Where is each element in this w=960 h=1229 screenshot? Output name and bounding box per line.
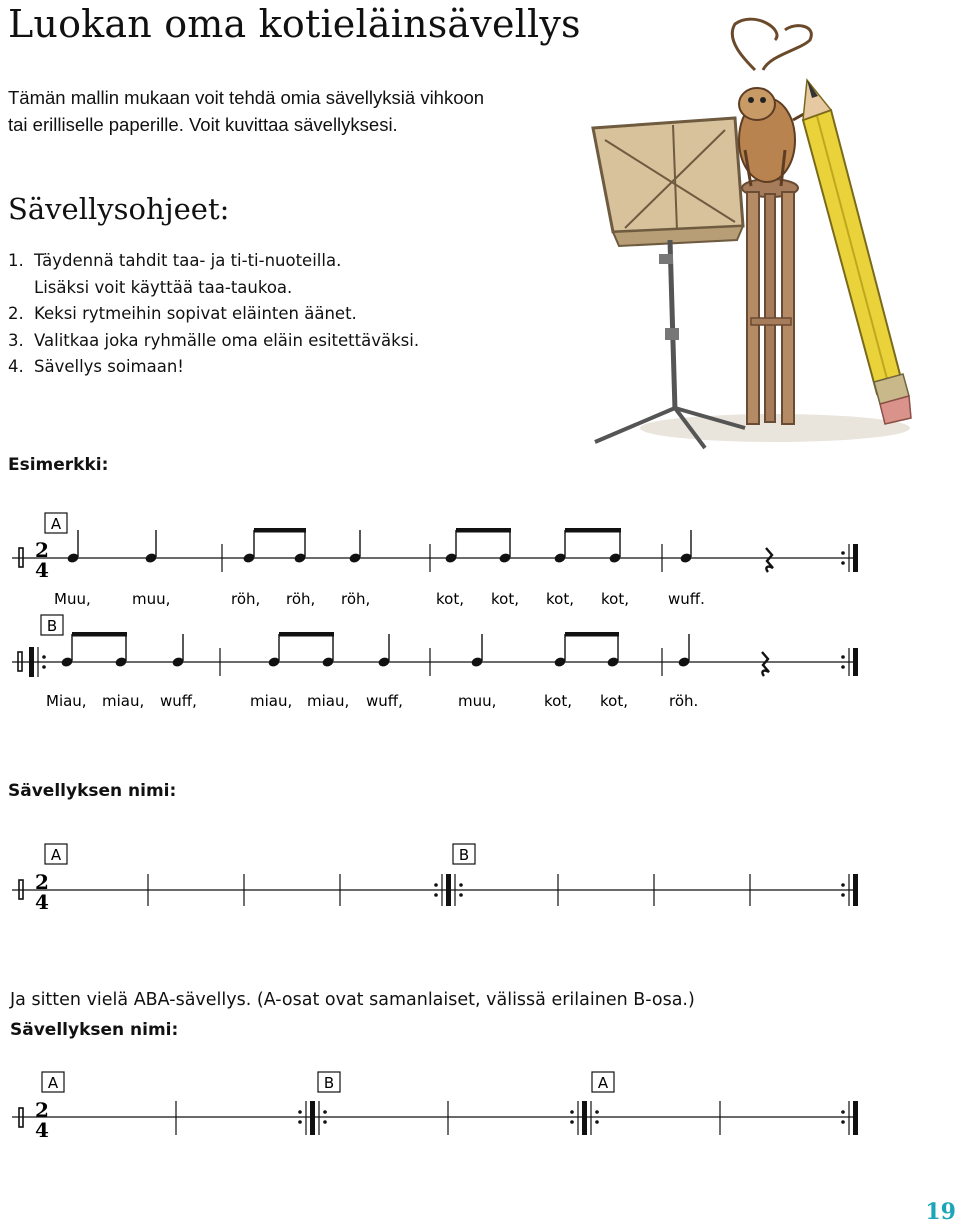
svg-text:A: A bbox=[50, 846, 62, 864]
svg-text:4: 4 bbox=[35, 890, 49, 914]
quarter-note bbox=[679, 530, 692, 564]
step-number: 4. bbox=[8, 357, 24, 377]
time-signature bbox=[35, 538, 49, 582]
time-signature bbox=[35, 1098, 49, 1142]
lyric: kot, bbox=[600, 692, 628, 710]
step-number: 2. bbox=[8, 304, 24, 324]
step-number: 1. bbox=[8, 251, 24, 270]
lyric: röh, bbox=[231, 590, 261, 608]
example-label: Esimerkki: bbox=[8, 455, 109, 475]
aba-instruction: Ja sitten vielä ABA-sävellys. (A-osat ovat samanlaiset, välissä erilainen B-osa.) bbox=[10, 990, 695, 1010]
section-label-a bbox=[592, 1072, 614, 1092]
lyric: miau, bbox=[102, 692, 145, 710]
section-label-b bbox=[318, 1072, 340, 1092]
section-label-b bbox=[453, 844, 475, 864]
step-text: Keksi rytmeihin sopivat eläinten äänet. bbox=[34, 304, 357, 324]
composition-name-label: Sävellyksen nimi: bbox=[8, 781, 177, 801]
quarter-note bbox=[144, 530, 157, 564]
lyric: muu, bbox=[132, 590, 171, 608]
svg-text:A: A bbox=[597, 1074, 609, 1092]
lyric: wuff, bbox=[366, 692, 403, 710]
lyric: wuff. bbox=[668, 590, 705, 608]
quarter-rest bbox=[766, 548, 773, 572]
svg-text:4: 4 bbox=[35, 558, 49, 582]
lyric: kot, bbox=[601, 590, 629, 608]
start-repeat-barline bbox=[29, 647, 46, 677]
section-label-a bbox=[45, 844, 67, 864]
lyric: miau, bbox=[307, 692, 350, 710]
eighth-note-pair bbox=[444, 528, 511, 564]
svg-text:B: B bbox=[458, 846, 470, 864]
step-item bbox=[8, 328, 568, 355]
eighth-note-pair bbox=[242, 528, 306, 564]
step-text-continued: Lisäksi voit käyttää taa-taukoa. bbox=[34, 277, 293, 297]
percussion-clef bbox=[19, 1108, 23, 1127]
section-label-a bbox=[42, 1072, 64, 1092]
double-repeat-barline bbox=[570, 1101, 599, 1135]
eighth-note-pair bbox=[60, 632, 127, 668]
music-stand bbox=[593, 118, 745, 448]
quarter-note bbox=[348, 530, 361, 564]
intro-line: tai erilliselle paperille. Voit kuvittaa sävellyksesi. bbox=[8, 114, 398, 135]
lyric: kot, bbox=[544, 692, 572, 710]
end-repeat-barline bbox=[841, 648, 858, 676]
double-repeat-barline bbox=[298, 1101, 327, 1135]
quarter-note bbox=[677, 634, 690, 668]
percussion-clef bbox=[18, 652, 22, 671]
double-repeat-barline bbox=[434, 874, 463, 906]
intro-text bbox=[8, 84, 568, 138]
lyric: muu, bbox=[458, 692, 497, 710]
quarter-note bbox=[470, 634, 483, 668]
eighth-note-pair bbox=[553, 528, 621, 564]
lyric: kot, bbox=[546, 590, 574, 608]
svg-text:A: A bbox=[50, 515, 62, 533]
quarter-rest bbox=[762, 652, 769, 676]
lyrics-a bbox=[54, 590, 705, 608]
pencil bbox=[803, 80, 911, 424]
quarter-note bbox=[171, 634, 184, 668]
svg-text:2: 2 bbox=[35, 870, 49, 894]
lyric: Miau, bbox=[46, 692, 87, 710]
lyric: Muu, bbox=[54, 590, 91, 608]
lyric: röh, bbox=[341, 590, 371, 608]
instruction-steps bbox=[8, 248, 568, 381]
lyrics-b bbox=[46, 692, 698, 710]
quarter-note bbox=[66, 530, 79, 564]
step-item bbox=[8, 354, 568, 381]
svg-text:A: A bbox=[47, 1074, 59, 1092]
step-item bbox=[8, 301, 568, 328]
eighth-note-pair bbox=[553, 632, 619, 668]
quarter-note bbox=[377, 634, 390, 668]
page-number: 19 bbox=[925, 1199, 956, 1225]
svg-text:2: 2 bbox=[35, 1098, 49, 1122]
step-text: Sävellys soimaan! bbox=[34, 357, 184, 377]
step-text: Täydennä tahdit taa- ja ti-ti-nuoteilla. bbox=[34, 251, 342, 270]
instructions-heading: Sävellysohjeet: bbox=[8, 192, 230, 226]
bug-character bbox=[732, 19, 811, 186]
illustration-bug-music-stand bbox=[585, 0, 915, 460]
stool bbox=[742, 179, 798, 424]
lyric: kot, bbox=[436, 590, 464, 608]
time-signature bbox=[35, 870, 49, 914]
intro-line: Tämän mallin mukaan voit tehdä omia sävellyksiä vihkoon bbox=[8, 87, 485, 108]
lyric: röh. bbox=[669, 692, 699, 710]
section-label-a bbox=[45, 513, 67, 533]
step-text: Valitkaa joka ryhmälle oma eläin esitettäväksi. bbox=[34, 330, 420, 350]
lyric: kot, bbox=[491, 590, 519, 608]
step-number: 3. bbox=[8, 330, 24, 350]
svg-text:B: B bbox=[323, 1074, 335, 1092]
page-title: Luokan oma kotieläinsävellys bbox=[8, 2, 581, 46]
percussion-clef bbox=[19, 548, 23, 567]
section-label-b bbox=[41, 615, 63, 635]
svg-text:B: B bbox=[46, 617, 58, 635]
svg-text:2: 2 bbox=[35, 538, 49, 562]
percussion-clef bbox=[19, 880, 23, 899]
svg-text:4: 4 bbox=[35, 1118, 49, 1142]
end-repeat-barline bbox=[841, 874, 858, 906]
lyric: wuff, bbox=[160, 692, 197, 710]
eighth-note-pair bbox=[267, 632, 334, 668]
end-repeat-barline bbox=[841, 1101, 858, 1135]
step-item bbox=[8, 248, 568, 275]
composition-name-label: Sävellyksen nimi: bbox=[10, 1020, 179, 1040]
end-repeat-barline bbox=[841, 544, 858, 572]
lyric: röh, bbox=[286, 590, 316, 608]
lyric: miau, bbox=[250, 692, 293, 710]
